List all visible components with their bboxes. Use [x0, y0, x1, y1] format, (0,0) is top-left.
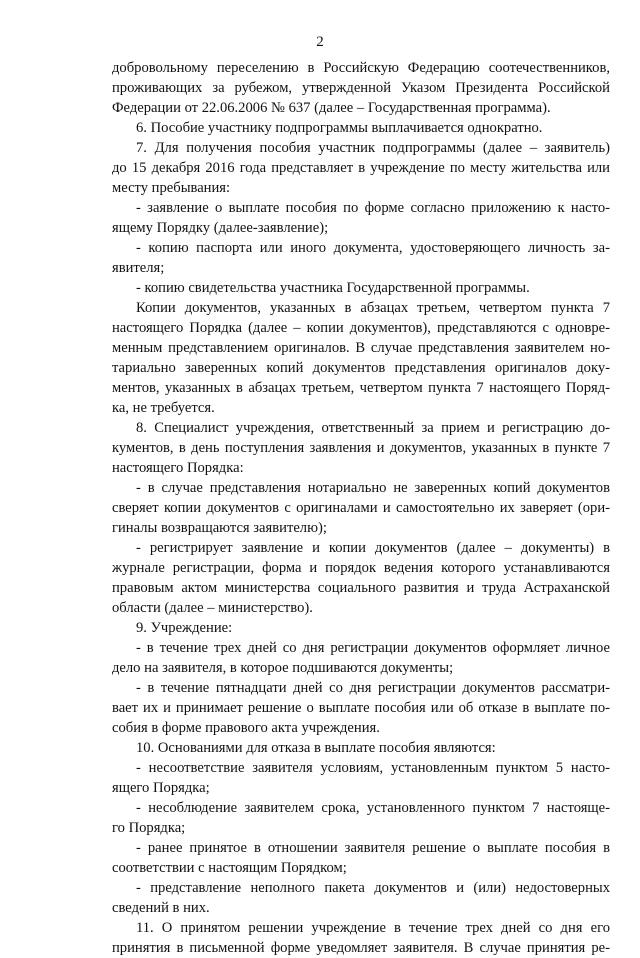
text-line: 9. Учреждение: [136, 620, 233, 636]
text-line: - регистрирует заявление и копии документов (далее – документы) в [136, 540, 610, 556]
text-line: месту пребывания: [112, 180, 231, 196]
text-line: сведений в них. [112, 900, 210, 916]
text-line: гиналы возвращаются заявителю); [112, 520, 327, 536]
text-line: явителя; [112, 260, 165, 276]
text-line: вает их и принимает решение о выплате пособия или об отказе в выплате по- [112, 700, 610, 716]
text-line: - несоблюдение заявителем срока, установленного пунктом 7 настояще- [136, 800, 610, 816]
text-line: - копию свидетельства участника Государственной программы. [136, 280, 530, 296]
text-line: тариально заверенных копий документов представления оригиналов доку- [112, 360, 610, 376]
text-line: - в течение трех дней со дня регистрации документов оформляет личное [136, 640, 610, 656]
text-line: сверяет копии документов с оригиналами и самостоятельно их заверяет (ори- [112, 500, 610, 516]
text-line: - заявление о выплате пособия по форме согласно приложению к насто- [136, 200, 610, 216]
text-line: - ранее принятое в отношении заявителя решение о выплате пособия в [136, 840, 610, 856]
text-line: дело на заявителя, в которое подшиваются документы; [112, 660, 454, 676]
text-line: 11. О принятом решении учреждение в течение трех дней со дня его [136, 920, 610, 936]
text-line: правовым актом министерства социального развития и труда Астраханской [112, 580, 610, 596]
page-number: 2 [316, 34, 324, 50]
text-line: 10. Основаниями для отказа в выплате пособия являются: [136, 740, 496, 756]
text-line: добровольному переселению в Российскую Федерацию соотечественников, [112, 60, 610, 76]
text-line: соответствии с настоящим Порядком; [112, 860, 347, 876]
text-line: Федерации от 22.06.2006 № 637 (далее – Государственная программа). [112, 100, 551, 116]
text-line: - в случае представления нотариально не заверенных копий документов [136, 480, 610, 496]
text-line: ящего Порядка; [112, 780, 210, 796]
text-line: 7. Для получения пособия участник подпрограммы (далее – заявитель) [136, 140, 610, 156]
text-line: Копии документов, указанных в абзацах третьем, четвертом пункта 7 [136, 300, 610, 316]
text-line: ящему Порядку (далее-заявление); [112, 220, 329, 236]
text-line: настоящего Порядка (далее – копии документов), представляются с одновре- [112, 320, 610, 336]
text-line: собия в форме правового акта учреждения. [112, 720, 380, 736]
text-line: - несоответствие заявителя условиям, установленным пунктом 5 насто- [136, 760, 610, 776]
text-line: го Порядка; [112, 820, 186, 836]
text-line: журнале регистрации, форма и порядок ведения которого устанавливаются [112, 560, 610, 576]
text-line: области (далее – министерство). [112, 600, 313, 616]
text-line: 6. Пособие участнику подпрограммы выплачивается однократно. [136, 120, 543, 136]
text-line: менным представлением оригиналов. В случае представления заявителем но- [112, 340, 610, 356]
text-line: - представление неполного пакета документов и (или) недостоверных [136, 880, 610, 896]
text-line: ментов, указанных в абзацах третьем, четвертом пункта 7 настоящего Поряд- [112, 380, 610, 396]
text-line: принятия в письменной форме уведомляет заявителя. В случае принятия ре- [112, 940, 610, 956]
text-line: кументов, в день поступления заявления и документов, указанных в пункте 7 [112, 440, 610, 456]
text-line: настоящего Порядка: [112, 460, 244, 476]
document-body [112, 58, 610, 958]
text-line: проживающих за рубежом, утвержденной Указом Президента Российской [112, 80, 610, 96]
text-line: до 15 декабря 2016 года представляет в учреждение по месту жительства или [112, 160, 610, 176]
text-line: - копию паспорта или иного документа, удостоверяющего личность за- [136, 240, 610, 256]
text-line: - в течение пятнадцати дней со дня регистрации документов рассматри- [136, 680, 610, 696]
text-line: ка, не требуется. [112, 400, 215, 416]
text-line: 8. Специалист учреждения, ответственный за прием и регистрацию до- [136, 420, 610, 436]
